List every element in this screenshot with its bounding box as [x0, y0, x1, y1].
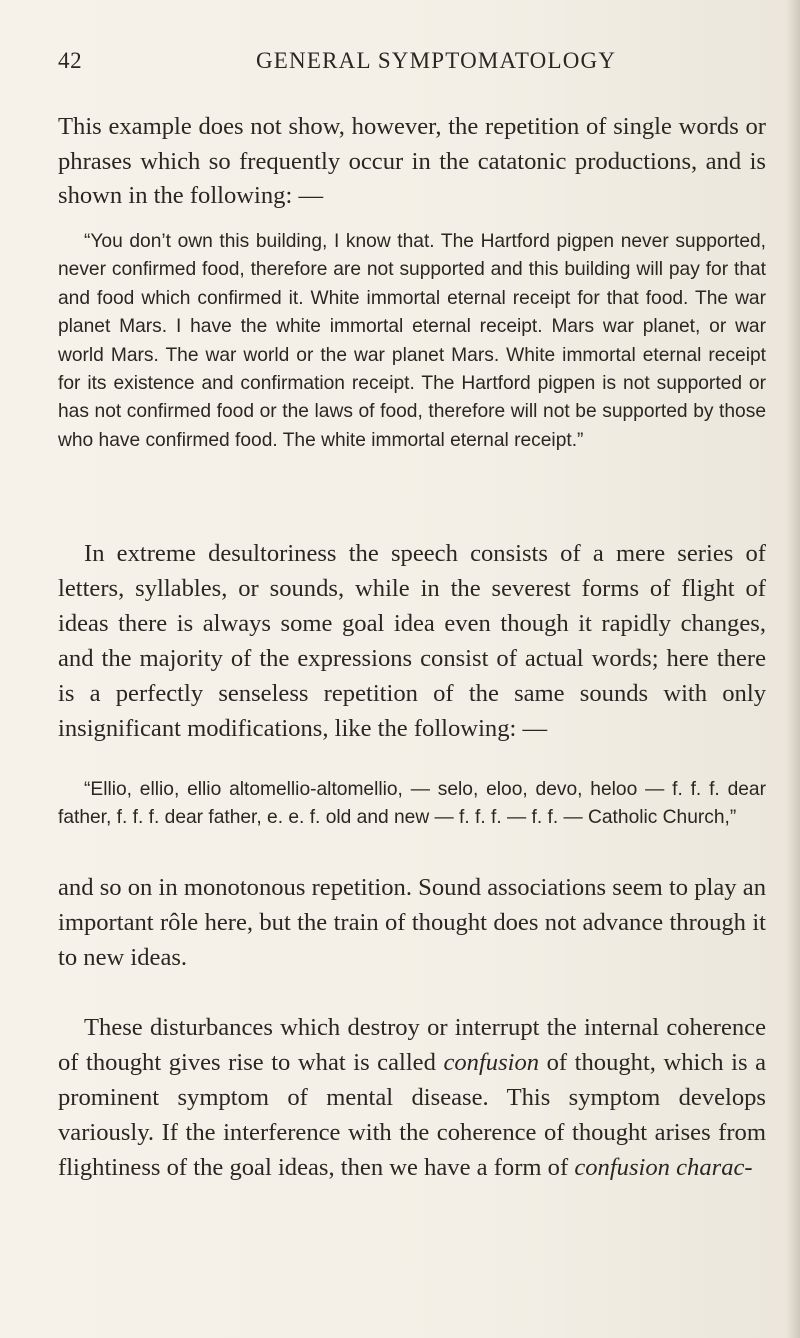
page-edge-shadow — [786, 0, 800, 1338]
running-head — [58, 48, 758, 78]
paragraph-monotonous-repetition: and so on in monotonous repetition. Sound associations seem to play an important rôle here, but the train of thought does not advance through it to new ideas. — [58, 874, 766, 971]
quotation-sound-repetition: “Ellio, ellio, ellio altomellio-altomellio, — selo, eloo, devo, heloo — f. f. f. dear father, f. f. f. dear father, e. e. f. old and new — f. f. f. — f. f. — Catholic Church,” — [58, 779, 766, 829]
confusion-text-start: These disturbances which destroy or interrupt the internal coherence of thought gives rise to what is called — [58, 1014, 766, 1076]
running-title: GENERAL SYMPTOMATOLOGY — [256, 48, 617, 73]
paragraph-desultoriness: In extreme desultoriness the speech consists of a mere series of letters, syllables, or sounds, while in the severest forms of flight of ideas there is always some goal idea even though it rapidly changes, and the majority of the expressions consist of actual words; here there is a perfectly senseless repetition of the same sounds with only insignificant modifications, like the following: — — [58, 540, 766, 742]
quotation-catatonic-production: “You don’t own this building, I know that. The Hartford pigpen never supported, never confirmed food, therefore are not supported and this building will pay for that and food which confirmed it. White immortal eternal receipt for that food. The war planet Mars. I have the white immortal eternal receipt. Mars war planet, or war world Mars. The war world or the war planet Mars. White immortal eternal receipt for its existence and confirmation receipt. The Hartford pigpen is not supported or has not confirmed food or the laws of food, therefore will not be supported by those who have confirmed food. The white immortal eternal receipt.” — [58, 231, 766, 451]
paragraph-confusion — [58, 1010, 766, 1185]
confusion-text-middle: of thought, which is a prominent symptom of mental disease. This symptom develops variously. If the interference with the coherence of thought arises from flightiness of the goal ideas, then we have a form of — [58, 1049, 766, 1181]
page-number: 42 — [58, 48, 83, 73]
confusion-term: confusion — [443, 1049, 540, 1076]
confusion-term-continued: confusion charac- — [574, 1154, 753, 1181]
paragraph-intro: This example does not show, however, the repetition of single words or phrases which so frequently occur in the catatonic productions, and is shown in the following: — — [58, 113, 766, 209]
